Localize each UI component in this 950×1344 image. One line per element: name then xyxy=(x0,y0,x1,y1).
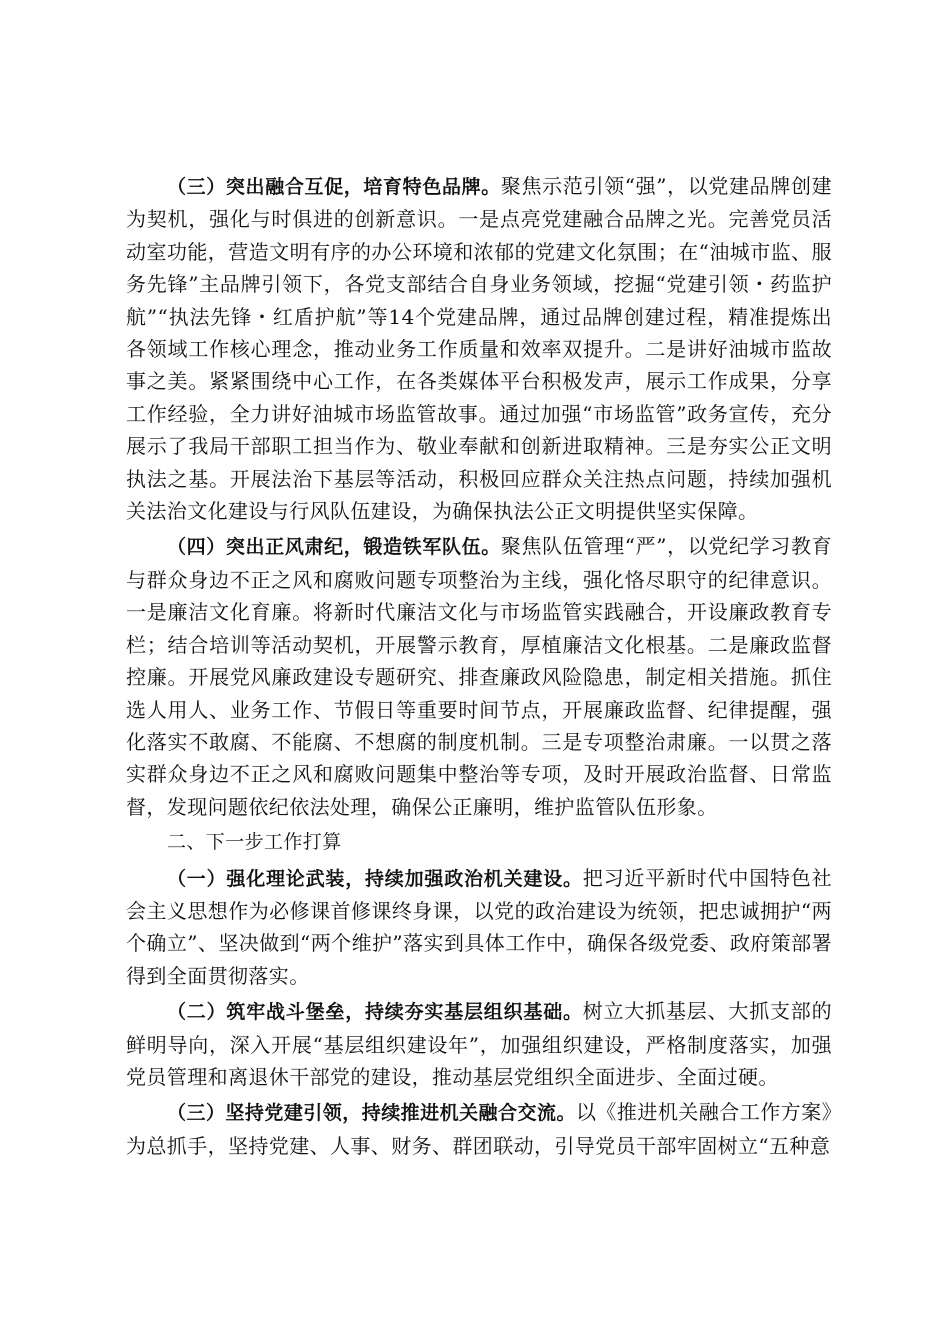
section-paragraph-4 xyxy=(126,530,832,823)
section-lead-3: （三）突出融合互促，培育特色品牌。 xyxy=(167,176,501,198)
next-step-text-3: 以《推进机关融合工作方案》为总抓手，坚持党建、人事、财务、群团联动，引导党员干部牢固树立“五种意 xyxy=(126,1100,833,1158)
section-lead-4: （四）突出正风肃纪，锻造铁军队伍。 xyxy=(167,536,501,559)
next-step-paragraph-3 xyxy=(126,1096,832,1162)
section-text-3: 聚焦示范引领“强”，以党建品牌创建为契机，强化与时俱进的创新意识。一是点亮党建融合品牌之光。完善党员活动室功能，营造文明有序的办公环境和浓郁的党建文化氛围；在“油城市监、服务先锋”主品牌引领下，各党支部结合自身业务领域，挖掘“党建引领・药监护航”“执法先锋・红盾护航”等14个党建品牌，通过品牌创建过程，精准提炼出各领域工作核心理念，推动业务工作质量和效率双提升。二是讲好油城市监故事之美。紧紧围绕中心工作，在各类媒体平台积极发声，展示工作成果，分享工作经验，全力讲好油城市场监管故事。通过加强“市场监管”政务宣传，充分展示了我局干部职工担当作为、敬业奉献和创新进取精神。三是夯实公正文明执法之基。开展法治下基层等活动，积极回应群众关注热点问题，持续加强机关法治文化建设与行风队伍建设，为确保执法公正文明提供坚实保障。 xyxy=(126,174,832,524)
next-step-lead-1: （一）强化理论武装，持续加强政治机关建设。 xyxy=(167,867,583,890)
next-step-paragraph-1 xyxy=(126,862,832,993)
next-step-text-1: 把习近平新时代中国特色社会主义思想作为必修课首修课终身课，以党的政治建设为统领，把忠诚拥护“两个确立”、坚决做到“两个维护”落实到具体工作中，确保各级党委、政府策部署得到全面贯彻落实。 xyxy=(126,865,832,988)
next-step-text-2: 树立大抓基层、大抓支部的鲜明导向，深入开展“基层组织建设年”，加强组织建设，严格制度落实，加强党员管理和离退休干部党的建设，推动基层党组织全面进步、全面过硬。 xyxy=(126,999,832,1089)
section-heading: 二、下一步工作打算 xyxy=(167,831,342,854)
document-body xyxy=(126,170,832,1162)
next-step-paragraph-2 xyxy=(126,995,832,1093)
section-text-4: 聚焦队伍管理“严”，以党纪学习教育与群众身边不正之风和腐败问题专项整治为主线，强化恪尽职守的纪律意识。一是廉洁文化育廉。将新时代廉洁文化与市场监管实践融合，开设廉政教育专栏；结合培训等活动契机，开展警示教育，厚植廉洁文化根基。二是廉政监督控廉。开展党风廉政建设专题研究、排查廉政风险隐患，制定相关措施。抓住选人用人、业务工作、节假日等重要时间节点，开展廉政监督、纪律提醒，强化落实不敢腐、不能腐、不想腐的制度机制。三是专项整治肃廉。一以贯之落实群众身边不正之风和腐败问题集中整治等专项，及时开展政治监督、日常监督，发现问题依纪依法处理，确保公正廉明，维护监管队伍形象。 xyxy=(126,534,832,819)
section-paragraph-3 xyxy=(126,170,832,527)
next-step-lead-3: （三）坚持党建引领，持续推进机关融合交流。 xyxy=(167,1102,576,1125)
next-step-lead-2: （二）筑牢战斗堡垒，持续夯实基层组织基础。 xyxy=(167,1001,583,1024)
